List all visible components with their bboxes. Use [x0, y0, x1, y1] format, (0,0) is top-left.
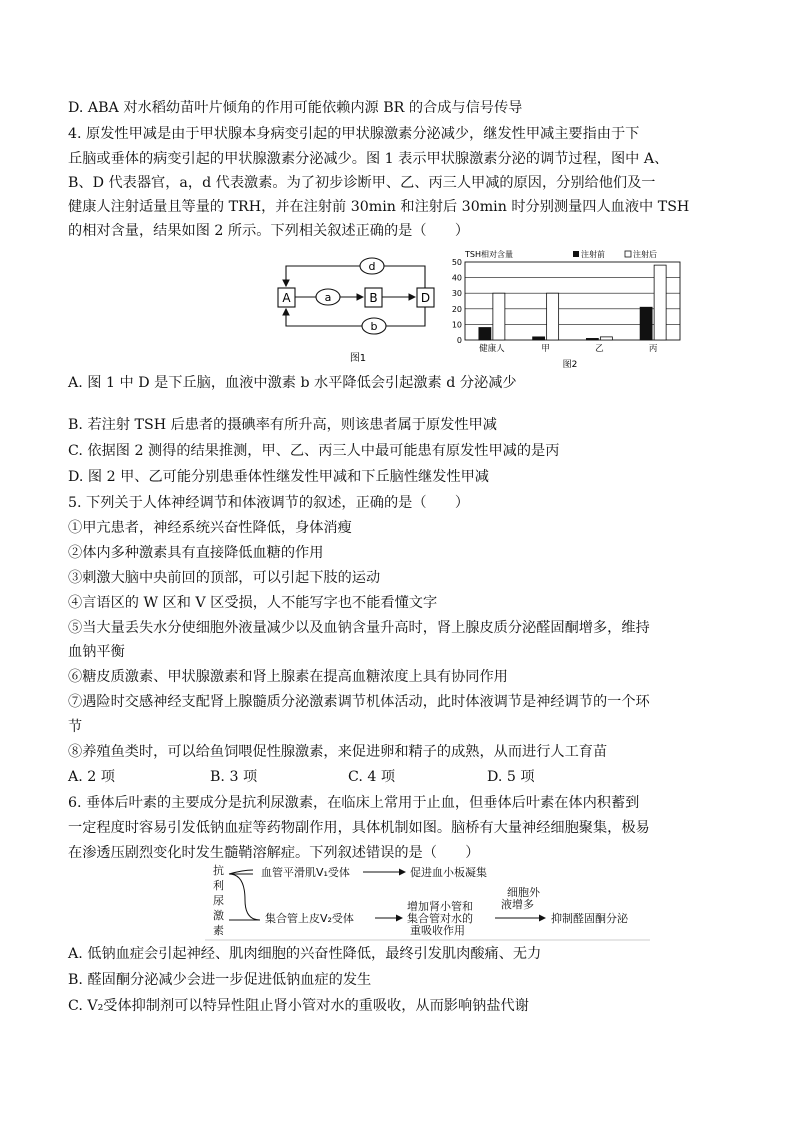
hormone-b: b — [370, 320, 378, 333]
category-label: 健康人 — [479, 344, 505, 354]
q4-option-d: D. 图 2 甲、乙可能分别患垂体性继发性甲减和下丘脑性继发性甲减 — [68, 469, 489, 485]
q4-stem-line3: B、D 代表器官，a，d 代表激素。为了初步诊断甲、乙、丙三人甲减的原因，分别给他们及一 — [68, 175, 656, 191]
bar-after — [600, 337, 612, 340]
figure-2 — [445, 248, 685, 370]
y-tick-label: 0 — [456, 336, 462, 345]
node-d: D — [420, 291, 431, 305]
q5-option-b: B. 3 项 — [210, 769, 258, 785]
hormone-a: a — [324, 291, 332, 304]
reabsorb-line1: 增加肾小管和 — [407, 900, 473, 913]
q4-option-c: C. 依据图 2 测得的结果推测，甲、乙、丙三人中最可能患有原发性甲减的是丙 — [68, 443, 560, 459]
q5-item-4: ④言语区的 W 区和 V 区受损，人不能写字也不能看懂文字 — [68, 595, 438, 611]
q5-item-2: ②体内多种激素具有直接降低血糖的作用 — [68, 545, 324, 561]
reabsorb-line2: 集合管对水的 — [407, 912, 473, 925]
bar-before — [479, 328, 491, 340]
bar-after — [654, 265, 666, 340]
option-d-q3: D. ABA 对水稻幼苗叶片倾角的作用可能依赖内源 BR 的合成与信号传导 — [68, 100, 523, 116]
q5-option-a: A. 2 项 — [68, 769, 115, 785]
figure-3-diagram — [205, 860, 655, 944]
y-tick-label: 20 — [451, 304, 462, 314]
bar-before — [533, 337, 545, 340]
q5-option-c: C. 4 项 — [348, 769, 396, 785]
legend-label-before: 注射前 — [581, 250, 605, 259]
q5-item-7-cont: 节 — [68, 719, 83, 735]
vlabel-2: 利 — [213, 879, 224, 892]
q5-item-8: ⑧养殖鱼类时，可以给鱼饲喂促性腺激素，来促进卵和精子的成熟，从而进行人工育苗 — [68, 744, 608, 760]
legend-swatch-after — [625, 251, 631, 257]
q4-option-a: A. 图 1 中 D 是下丘脑，血液中激素 b 水平降低会引起激素 d 分泌减少 — [68, 375, 517, 391]
q4-stem-line4: 健康人注射适量且等量的 TRH，并在注射前 30min 和注射后 30min 时分别测量四人血液中 TSH — [68, 199, 690, 215]
q4-stem-line1: 4. 原发性甲减是由于甲状腺本身病变引起的甲状腺激素分泌减少，继发性甲减主要指由于下 — [68, 126, 640, 142]
q4-option-b: B. 若注射 TSH 后患者的摄碘率有所升高，则该患者属于原发性甲减 — [68, 417, 497, 433]
q5-item-3: ③刺激大脑中央前回的顶部，可以引起下肢的运动 — [68, 570, 381, 586]
q5-option-d: D. 5 项 — [487, 769, 535, 785]
category-label: 乙 — [595, 344, 604, 354]
v1-receptor: 血管平滑肌V₁受体 — [261, 866, 350, 879]
hormone-d: d — [368, 260, 376, 273]
q5-item-1: ①甲亢患者，神经系统兴奋性降低，身体消瘦 — [68, 520, 352, 536]
legend-label-after: 注射后 — [633, 250, 657, 259]
q6-stem-line1: 6. 垂体后叶素的主要成分是抗利尿激素，在临床上常用于止血，但垂体后叶素在体内积蓄到 — [68, 795, 640, 811]
ecf-line2: 液增多 — [501, 898, 534, 911]
vlabel-3: 尿 — [213, 894, 224, 907]
category-label: 丙 — [648, 344, 658, 354]
y-tick-label: 40 — [451, 273, 462, 283]
vlabel-4: 激 — [213, 909, 224, 922]
vlabel-1: 抗 — [213, 864, 224, 877]
v2-receptor: 集合管上皮V₂受体 — [265, 912, 354, 925]
reabsorb-line3: 重吸收作用 — [410, 924, 465, 937]
bar-after — [547, 293, 559, 340]
figure-3 — [205, 860, 655, 944]
y-tick-label: 10 — [451, 320, 462, 330]
q5-item-7: ⑦遇险时交感神经支配肾上腺髓质分泌激素调节机体活动，此时体液调节是神经调节的一个环 — [68, 694, 650, 710]
y-tick-label: 50 — [451, 258, 462, 267]
figure-2-caption: 图2 — [562, 360, 578, 370]
q5-item-5: ⑤当大量丢失水分使细胞外液量减少以及血钠含量升高时，肾上腺皮质分泌醛固酮增多，维持 — [68, 620, 650, 636]
figure-1-caption: 图1 — [349, 353, 367, 364]
q5-item-6: ⑥糖皮质激素、甲状腺激素和肾上腺素在提高血糖浓度上具有协同作用 — [68, 669, 508, 685]
q5-item-5-cont: 血钠平衡 — [68, 644, 125, 660]
category-label: 甲 — [541, 344, 550, 354]
q4-stem-line2: 丘脑或垂体的病变引起的甲状腺激素分泌减少。图 1 表示甲状腺激素分泌的调节过程，图中 A、 — [68, 151, 669, 167]
q6-option-c: C. V₂受体抑制剂可以特异性阻止肾小管对水的重吸收，从而影响钠盐代谢 — [68, 998, 529, 1014]
node-a: A — [282, 291, 291, 305]
y-tick-label: 30 — [451, 289, 462, 299]
aldosterone-effect: 抑制醛固酮分泌 — [551, 912, 628, 925]
q6-stem-line3: 在渗透压剧烈变化时发生髓鞘溶解症。下列叙述错误的是（ ） — [68, 845, 480, 861]
figure-2-chart — [445, 248, 685, 370]
q4-stem-line5: 的相对含量，结果如图 2 所示。下列相关叙述正确的是（ ） — [68, 223, 470, 239]
platelet-effect: 促进血小板凝集 — [410, 866, 487, 879]
bar-before — [640, 307, 652, 340]
vlabel-5: 素 — [213, 924, 224, 937]
q6-option-b: B. 醛固酮分泌减少会进一步促进低钠血症的发生 — [68, 972, 372, 988]
figure-1 — [270, 250, 445, 370]
bar-before — [586, 338, 598, 340]
q6-stem-line2: 一定程度时容易引发低钠血症等药物副作用，具体机制如图。脑桥有大量神经细胞聚集，极易 — [68, 820, 650, 836]
q6-option-a: A. 低钠血症会引起神经、肌肉细胞的兴奋性降低，最终引发肌肉酸痛、无力 — [68, 946, 542, 962]
figure-1-diagram — [270, 250, 445, 370]
q5-stem: 5. 下列关于人体神经调节和体液调节的叙述，正确的是（ ） — [68, 495, 470, 511]
node-b: B — [369, 291, 378, 305]
legend-swatch-before — [573, 251, 579, 257]
bar-after — [493, 293, 505, 340]
chart-ylabel: TSH相对含量 — [465, 250, 513, 259]
ecf-line1: 细胞外 — [507, 886, 540, 899]
